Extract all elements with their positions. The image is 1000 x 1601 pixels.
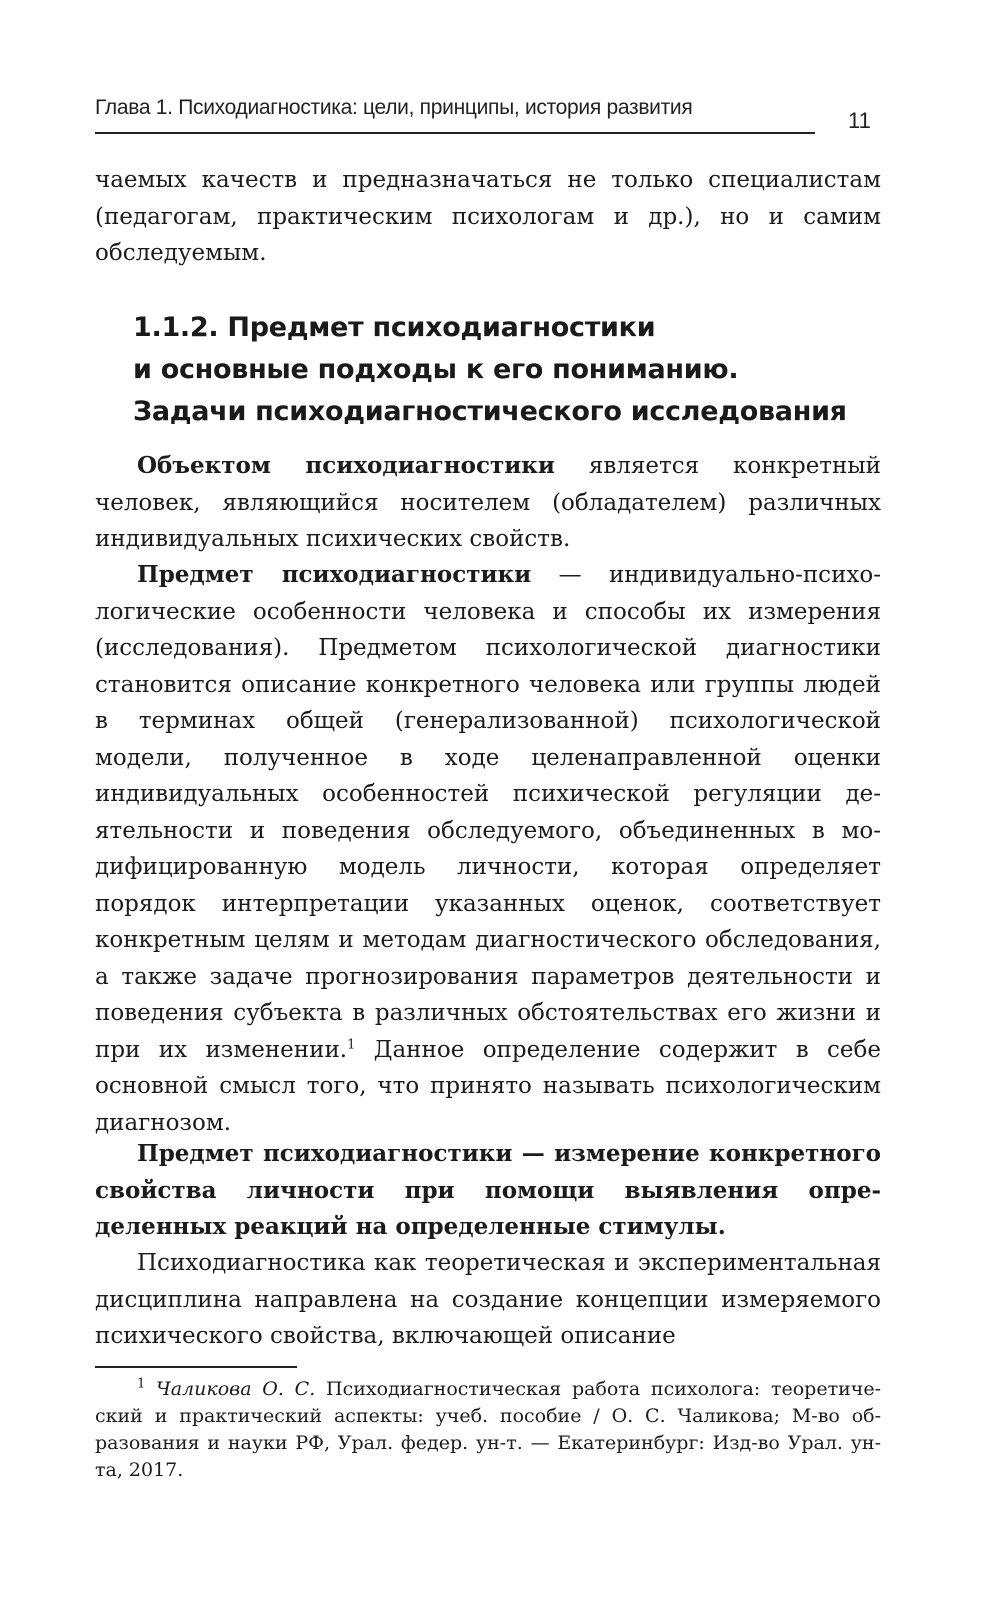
subject-term: Предмет психодиагностики bbox=[137, 561, 532, 588]
object-text: является конкретный человек, являющийся носителем (обладателем) различных индивидуальных психических свойств. bbox=[95, 453, 881, 552]
section-heading-line-3: Задачи психодиагностического исследования bbox=[133, 396, 847, 427]
object-paragraph bbox=[95, 448, 881, 558]
subject-text: — индивидуально-психологические особенности человека и способы их измерения (исследования). Предметом психологической диагностики становится описание конкретного человека или группы людей в терминах общей (генерализованной) психологической модели, полученное в ходе целенаправленной оценки индивидуальных особенностей психической регуляции деятельности и поведения обследуемого, объединенных в модифицированную модель личности, которая определяет порядок интерпретации указанных оценок, соответствует конкретным целям и методам диагностического обследования, а также задаче прогнозирования параметров деятельности и поведения субъекта в различных обстоятельствах его жизни и при их изменении. bbox=[95, 562, 881, 1063]
subject-paragraph bbox=[95, 557, 881, 1141]
section-heading bbox=[133, 307, 893, 433]
running-head-rule bbox=[95, 132, 815, 134]
definition-paragraph: Предмет психодиагностики — измерение конкретного свойства личности при помощи выявления определенных реакций на определенные стимулы. bbox=[95, 1140, 881, 1240]
section-heading-line-1: 1.1.2. Предмет психодиагностики bbox=[133, 312, 656, 343]
footnote-text: Психодиагностическая работа психолога: теоретический и практический аспекты: учеб. пособие / О. С. Чаликова; М-во образования и науки РФ, Урал. федер. ун-т. — Екатеринбург: Изд-во Урал. ун-та, 2017. bbox=[95, 1378, 881, 1481]
object-term: Объектом психодиагностики bbox=[137, 452, 555, 479]
discipline-paragraph: Психодиагностика как теоретическая и экспериментальная дисциплина направлена на создание концепции измеряемого психического свойства, включающей описание bbox=[95, 1250, 881, 1349]
footnote bbox=[95, 1376, 881, 1484]
subject-text-continued: Данное определение содержит в себе основной смысл того, что принято называть психологическим диагнозом. bbox=[95, 1036, 881, 1136]
running-head-chapter-title: Глава 1. Психодиагностика: цели, принципы, история развития bbox=[95, 96, 693, 119]
footnote-marker: 1 bbox=[137, 1376, 146, 1392]
footnote-author: Чаликова О. С. bbox=[156, 1378, 316, 1400]
footnote-rule bbox=[95, 1366, 297, 1368]
continuation-paragraph bbox=[95, 162, 881, 272]
continuation-text: чаемых качеств и предназначаться не только специалистам (педагогам, практическим психологам и др.), но и самим обследуемым. bbox=[95, 167, 881, 266]
section-heading-line-2: и основные подходы к его пониманию. bbox=[133, 354, 739, 385]
page-number: 11 bbox=[848, 108, 871, 133]
footnote-reference[interactable]: 1 bbox=[347, 1036, 356, 1052]
